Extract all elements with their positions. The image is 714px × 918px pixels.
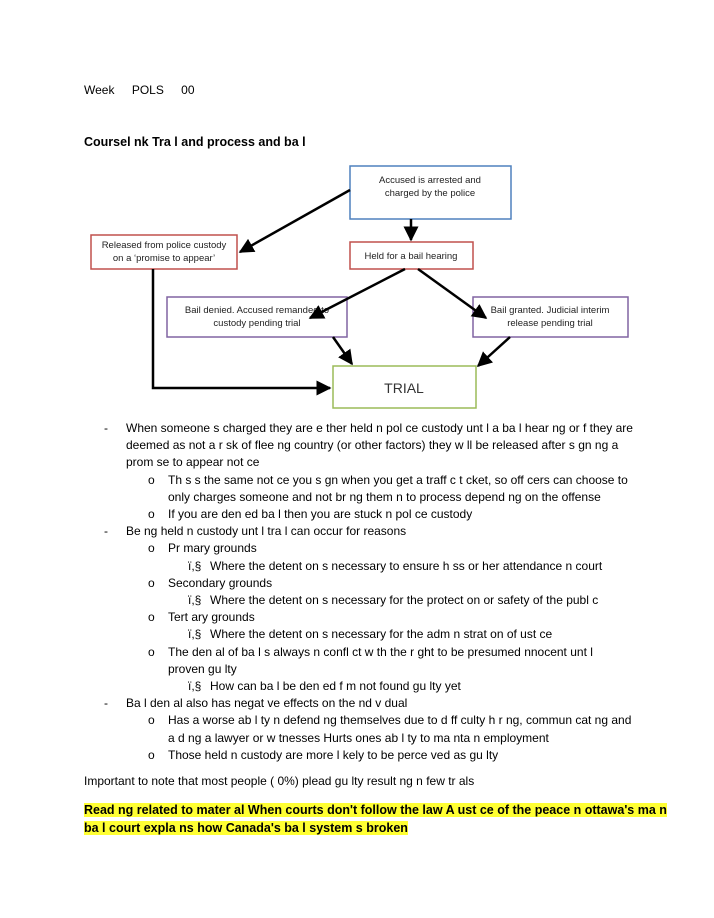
reading-line-1[interactable]: Read ng related to mater al When courts don't follow the law A ust ce of the peace n ottawa's ma n: [84, 803, 667, 817]
reading-line-2[interactable]: ba l court expla ns how Canada's ba l system s broken: [84, 821, 408, 835]
bullet-1-line-1: When someone s charged they are e ther held n pol ce custody unt l a ba l hear ng or f they are: [126, 421, 633, 435]
bullet-3a: [84, 712, 644, 729]
course-number: 00: [181, 83, 195, 97]
arrow-granted-to-trial: [478, 337, 510, 366]
arrested-text-1: Accused is arrested and: [379, 175, 481, 186]
bullet-2b1: [84, 592, 644, 609]
bullet-1a-line-1: Th s s the same not ce you s gn when you get a traff c t cket, so off cers can choose to: [168, 472, 628, 487]
arrow-arrested-to-released: [240, 190, 350, 252]
notes-list: [84, 420, 644, 764]
bullet-2a-text: Pr mary grounds: [168, 541, 257, 556]
important-note: Important to note that most people ( 0%) plead gu lty result ng n few tr als: [84, 774, 475, 788]
bullet-3a-line-1: Has a worse ab l ty n defend ng themselves due to d ff culty h r ng, commun cat ng and: [168, 713, 632, 728]
bail-denied-text-2: custody pending trial: [213, 318, 301, 329]
bullet-2c1: [84, 626, 644, 643]
circle-marker: o: [148, 610, 155, 625]
square-marker: ï,§: [188, 679, 202, 694]
bail-denied-box: [167, 297, 347, 337]
circle-marker: o: [148, 644, 155, 659]
bail-process-flowchart: [0, 0, 714, 420]
circle-marker: o: [148, 575, 155, 590]
bullet-2-text: Be ng held n custody unt l tra l can occur for reasons: [126, 524, 407, 539]
bullet-2a1-text: Where the detent on s necessary to ensure h ss or her attendance n court: [210, 558, 603, 573]
bullet-1b-text: If you are den ed ba l then you are stuck n pol ce custody: [168, 507, 473, 522]
bullet-2d-line-1: The den al of ba l s always n confl ct w th the r ght to be presumed nnocent unt l: [168, 644, 593, 659]
bullet-1a: [84, 472, 644, 489]
circle-marker: o: [148, 507, 155, 522]
arrow-hearing-to-denied: [310, 269, 405, 318]
bail-granted-text-2: release pending trial: [507, 318, 593, 329]
circle-marker: o: [148, 747, 155, 762]
bullet-2c-text: Tert ary grounds: [168, 610, 255, 625]
circle-marker: o: [148, 713, 155, 728]
arrow-denied-to-trial: [333, 337, 352, 364]
bail-granted-text-1: Bail granted. Judicial interim: [490, 305, 610, 316]
circle-marker: o: [148, 541, 155, 556]
bullet-3a-line-2: a d ng a lawyer or w tnesses Hurts ones ab l ty to ma nta n employment: [168, 730, 549, 745]
square-marker: ï,§: [188, 627, 202, 642]
bullet-3: [84, 695, 644, 712]
arrested-text-2: charged by the police: [384, 188, 476, 199]
bullet-1-line-2: deemed as not a r sk of flee ng country (or other factors) they w ll be released after s gn ng a: [126, 438, 619, 453]
bullet-2a: [84, 540, 644, 557]
bullet-3-text: Ba l den al also has negat ve effects on the nd v dual: [126, 696, 408, 711]
bullet-3b: [84, 747, 644, 764]
bullet-2d-line-2: proven gu lty: [168, 661, 237, 676]
dash-marker: -: [104, 696, 108, 711]
course-code: POLS: [131, 83, 164, 97]
bullet-2a1: [84, 558, 644, 575]
bullet-1: [84, 420, 644, 437]
bullet-2b-text: Secondary grounds: [168, 575, 273, 590]
bail-denied-text-1: Bail denied. Accused remanded to: [184, 305, 330, 316]
released-text-1: Released from police custody: [101, 240, 227, 251]
bullet-1-line-3: prom se to appear not ce: [126, 455, 260, 470]
section-heading: Coursel nk Tra l and process and ba l: [84, 135, 306, 149]
bullet-2d: [84, 644, 644, 661]
arrow-hearing-to-granted: [418, 269, 486, 318]
dash-marker: -: [104, 421, 108, 435]
dash-marker: -: [104, 524, 108, 539]
bullet-1b: [84, 506, 644, 523]
trial-text: TRIAL: [384, 380, 424, 396]
bullet-2d1: [84, 678, 644, 695]
circle-marker: o: [148, 472, 155, 487]
bail-granted-box: [473, 297, 628, 337]
bullet-2c1-text: Where the detent on s necessary for the adm n strat on of ust ce: [210, 627, 553, 642]
reading-link[interactable]: [84, 801, 667, 837]
released-text-2: on a ‘promise to appear’: [112, 253, 216, 264]
bullet-3b-text: Those held n custody are more l kely to be perce ved as gu lty: [168, 747, 499, 762]
square-marker: ï,§: [188, 593, 202, 608]
bullet-1a-line-2: only charges someone and not br ng them n to process depend ng on the offense: [168, 489, 601, 504]
hearing-text: Held for a bail hearing: [364, 251, 458, 262]
bullet-2d1-text: How can ba l be den ed f m not found gu lty yet: [210, 679, 461, 694]
bullet-2: [84, 523, 644, 540]
square-marker: ï,§: [188, 558, 202, 573]
bullet-2b1-text: Where the detent on s necessary for the protect on or safety of the publ c: [210, 593, 599, 608]
week-label: Week: [84, 83, 115, 97]
bullet-2b: [84, 575, 644, 592]
bullet-2c: [84, 609, 644, 626]
